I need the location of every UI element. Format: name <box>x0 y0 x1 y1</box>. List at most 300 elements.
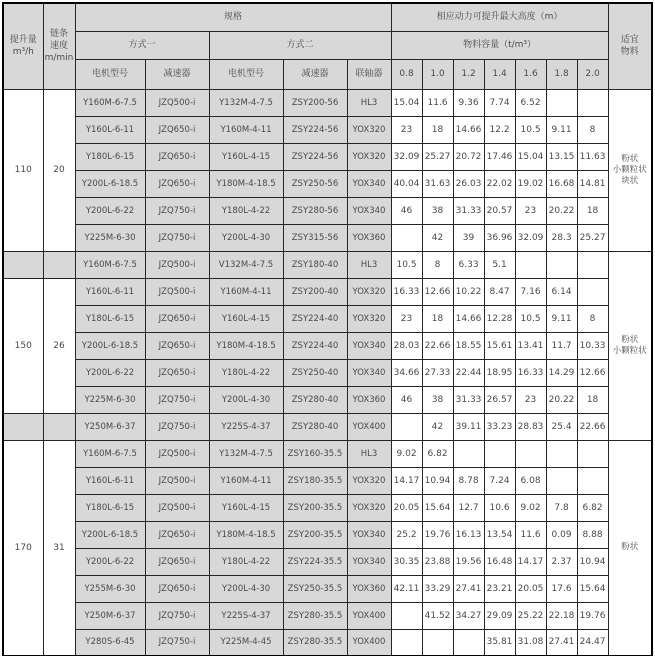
header-mode2: 方式二 <box>209 31 391 59</box>
header-capacity-value: 1.0 <box>422 59 453 89</box>
motor2-cell: V132M-4-7.5 <box>209 251 283 278</box>
coupling-cell: YOX320 <box>347 305 391 332</box>
table-row <box>3 548 652 575</box>
motor2-cell: Y160M-4-11 <box>209 278 283 305</box>
header-row-3 <box>3 59 652 89</box>
motor1-cell: Y225M-6-30 <box>75 224 145 251</box>
height-value-cell: 15.64 <box>577 575 608 602</box>
motor1-cell: Y200L-6-22 <box>75 359 145 386</box>
table-row <box>3 116 652 143</box>
header-lift-volume-line2: m³/h <box>12 47 34 58</box>
reducer1-cell: JZQ750-i <box>145 224 209 251</box>
height-value-cell: 8.88 <box>577 521 608 548</box>
height-value-cell: 12.66 <box>422 278 453 305</box>
height-value-cell: 18 <box>577 197 608 224</box>
motor1-cell: Y200L-6-18.5 <box>75 332 145 359</box>
reducer2-cell: ZSY224-40 <box>283 332 347 359</box>
table-row <box>3 413 652 440</box>
height-value-cell: 42 <box>422 413 453 440</box>
motor1-cell: Y200L-6-18.5 <box>75 170 145 197</box>
height-value-cell: 9.36 <box>453 89 484 116</box>
coupling-cell: YOX340 <box>347 197 391 224</box>
reducer2-cell: ZSY250-56 <box>283 170 347 197</box>
material-line: 粉状 <box>621 153 639 164</box>
height-value-cell: 6.14 <box>546 278 577 305</box>
height-value-cell: 6.52 <box>515 89 546 116</box>
header-material <box>608 3 652 89</box>
reducer1-cell: JZQ500-i <box>145 467 209 494</box>
coupling-cell: HL3 <box>347 440 391 467</box>
motor2-cell: Y225M-4-45 <box>209 629 283 656</box>
height-value-cell: 25.4 <box>546 413 577 440</box>
height-value-cell: 13.41 <box>515 332 546 359</box>
motor2-cell: Y200L-4-30 <box>209 386 283 413</box>
height-value-cell: 42 <box>422 224 453 251</box>
coupling-cell: YOX320 <box>347 467 391 494</box>
reducer2-cell: ZSY224-56 <box>283 116 347 143</box>
height-value-cell <box>577 467 608 494</box>
height-value-cell: 20.72 <box>453 143 484 170</box>
coupling-cell: YOX360 <box>347 224 391 251</box>
height-value-cell: 35.81 <box>484 629 515 656</box>
table-row <box>3 332 652 359</box>
height-value-cell: 27.41 <box>453 575 484 602</box>
height-value-cell: 6.33 <box>453 251 484 278</box>
motor1-cell: Y180L-6-15 <box>75 494 145 521</box>
height-value-cell: 18 <box>422 305 453 332</box>
coupling-cell: YOX340 <box>347 521 391 548</box>
height-value-cell: 5.1 <box>484 251 515 278</box>
height-value-cell <box>453 629 484 656</box>
reducer1-cell: JZQ650-i <box>145 116 209 143</box>
header-chain-speed-line1: 链条 <box>49 29 68 40</box>
height-value-cell: 6.82 <box>577 494 608 521</box>
height-value-cell <box>515 251 546 278</box>
motor2-cell: Y225S-4-37 <box>209 413 283 440</box>
height-value-cell <box>546 467 577 494</box>
height-value-cell: 23 <box>515 386 546 413</box>
reducer2-cell: ZSY180-35.5 <box>283 467 347 494</box>
reducer2-cell: ZSY250-35.5 <box>283 575 347 602</box>
height-value-cell: 24.47 <box>577 629 608 656</box>
height-value-cell: 11.63 <box>577 143 608 170</box>
height-value-cell: 11.6 <box>422 89 453 116</box>
header-capacity-value: 1.2 <box>453 59 484 89</box>
lift-volume-cell: 170 <box>3 440 43 656</box>
height-value-cell: 13.54 <box>484 521 515 548</box>
height-value-cell: 16.48 <box>484 548 515 575</box>
header-row-1 <box>3 3 652 31</box>
motor1-cell: Y160M-6-7.5 <box>75 440 145 467</box>
reducer1-cell: JZQ650-i <box>145 170 209 197</box>
height-value-cell: 12.7 <box>453 494 484 521</box>
height-value-cell <box>484 440 515 467</box>
coupling-cell: YOX400 <box>347 602 391 629</box>
table-row <box>3 494 652 521</box>
height-value-cell: 20.22 <box>546 197 577 224</box>
height-value-cell: 14.29 <box>546 359 577 386</box>
height-value-cell: 33.23 <box>484 413 515 440</box>
motor1-cell: Y200L-6-22 <box>75 197 145 224</box>
height-value-cell: 22.18 <box>546 602 577 629</box>
height-value-cell: 22.66 <box>422 332 453 359</box>
header-mode1: 方式一 <box>75 31 209 59</box>
motor2-cell: Y180L-4-22 <box>209 548 283 575</box>
height-value-cell: 28.3 <box>546 224 577 251</box>
reducer2-cell: ZSY280-40 <box>283 386 347 413</box>
height-value-cell: 25.27 <box>422 143 453 170</box>
reducer1-cell: JZQ500-i <box>145 440 209 467</box>
height-value-cell <box>391 413 422 440</box>
height-value-cell: 11.7 <box>546 332 577 359</box>
header-chain-speed-line2: 速度 <box>49 41 68 52</box>
height-value-cell: 38 <box>422 386 453 413</box>
height-value-cell: 34.66 <box>391 359 422 386</box>
height-value-cell: 28.83 <box>515 413 546 440</box>
height-value-cell: 19.76 <box>577 602 608 629</box>
height-value-cell <box>453 440 484 467</box>
height-value-cell: 16.33 <box>515 359 546 386</box>
spec-table <box>2 2 653 656</box>
height-value-cell: 14.81 <box>577 170 608 197</box>
table-row <box>3 359 652 386</box>
height-value-cell: 32.09 <box>391 143 422 170</box>
height-value-cell: 31.08 <box>515 629 546 656</box>
material-cell <box>608 89 652 251</box>
reducer2-cell: ZSY280-35.5 <box>283 629 347 656</box>
reducer1-cell: JZQ650-i <box>145 359 209 386</box>
height-value-cell: 14.66 <box>453 305 484 332</box>
height-value-cell: 10.6 <box>484 494 515 521</box>
height-value-cell: 25.22 <box>515 602 546 629</box>
height-value-cell: 17.46 <box>484 143 515 170</box>
height-value-cell: 12.66 <box>577 359 608 386</box>
motor1-cell: Y200L-6-22 <box>75 548 145 575</box>
motor1-cell: Y180L-6-15 <box>75 143 145 170</box>
height-value-cell <box>391 629 422 656</box>
material-line: 小颗粒状 <box>612 164 647 175</box>
table-row <box>3 251 652 278</box>
reducer2-cell: ZSY180-40 <box>283 251 347 278</box>
motor1-cell: Y280S-6-45 <box>75 629 145 656</box>
motor2-cell: Y200L-4-30 <box>209 224 283 251</box>
motor1-cell: Y180L-6-15 <box>75 305 145 332</box>
motor2-cell: Y180M-4-18.5 <box>209 521 283 548</box>
reducer1-cell: JZQ650-i <box>145 332 209 359</box>
reducer2-cell: ZSY160-35.5 <box>283 440 347 467</box>
motor2-cell: Y200L-4-30 <box>209 575 283 602</box>
height-value-cell: 8.47 <box>484 278 515 305</box>
height-value-cell: 17.6 <box>546 575 577 602</box>
coupling-cell: YOX320 <box>347 494 391 521</box>
height-value-cell: 9.11 <box>546 116 577 143</box>
height-value-cell: 31.33 <box>453 197 484 224</box>
motor2-cell: Y160M-4-11 <box>209 467 283 494</box>
height-value-cell <box>546 89 577 116</box>
height-value-cell: 14.66 <box>453 116 484 143</box>
height-value-cell: 23 <box>391 305 422 332</box>
chain-speed-cell: 26 <box>43 278 75 413</box>
header-chain-speed-line3: m/min <box>44 53 74 64</box>
coupling-cell: YOX320 <box>347 278 391 305</box>
height-value-cell: 20.22 <box>546 386 577 413</box>
reducer1-cell: JZQ650-i <box>145 305 209 332</box>
height-value-cell: 0.09 <box>546 521 577 548</box>
height-value-cell: 28.03 <box>391 332 422 359</box>
reducer2-cell: ZSY200-35.5 <box>283 494 347 521</box>
reducer2-cell: ZSY315-56 <box>283 224 347 251</box>
height-value-cell: 41.52 <box>422 602 453 629</box>
height-value-cell: 10.22 <box>453 278 484 305</box>
header-lift-volume-line1: 提升量 <box>9 35 37 46</box>
empty-left-cell <box>3 251 43 278</box>
motor2-cell: Y160L-4-15 <box>209 305 283 332</box>
reducer1-cell: JZQ650-i <box>145 548 209 575</box>
reducer1-cell: JZQ650-i <box>145 575 209 602</box>
lift-volume-cell: 150 <box>3 278 43 413</box>
height-value-cell <box>391 224 422 251</box>
reducer1-cell: JZQ500-i <box>145 89 209 116</box>
table-row <box>3 143 652 170</box>
reducer2-cell: ZSY224-35.5 <box>283 548 347 575</box>
height-value-cell <box>546 440 577 467</box>
empty-left-cell <box>43 413 75 440</box>
table-row <box>3 89 652 116</box>
height-value-cell: 25.2 <box>391 521 422 548</box>
height-value-cell: 10.33 <box>577 332 608 359</box>
height-value-cell: 2.37 <box>546 548 577 575</box>
material-line: 粉状 <box>621 542 639 553</box>
header-motor2: 电机型号 <box>209 59 283 89</box>
motor1-cell: Y250M-6-37 <box>75 602 145 629</box>
reducer1-cell: JZQ500-i <box>145 278 209 305</box>
height-value-cell: 39 <box>453 224 484 251</box>
height-value-cell <box>391 602 422 629</box>
height-value-cell: 16.68 <box>546 170 577 197</box>
height-value-cell: 9.02 <box>391 440 422 467</box>
coupling-cell: YOX360 <box>347 386 391 413</box>
table-row <box>3 467 652 494</box>
height-value-cell: 32.09 <box>515 224 546 251</box>
height-value-cell: 29.09 <box>484 602 515 629</box>
height-value-cell: 20.05 <box>391 494 422 521</box>
empty-left-cell <box>43 251 75 278</box>
table-row <box>3 629 652 656</box>
motor1-cell: Y160L-6-11 <box>75 116 145 143</box>
height-value-cell <box>422 629 453 656</box>
height-value-cell: 15.04 <box>391 89 422 116</box>
reducer2-cell: ZSY200-56 <box>283 89 347 116</box>
reducer1-cell: JZQ500-i <box>145 251 209 278</box>
height-value-cell: 22.44 <box>453 359 484 386</box>
height-value-cell: 19.02 <box>515 170 546 197</box>
height-value-cell: 26.57 <box>484 386 515 413</box>
height-value-cell: 26.03 <box>453 170 484 197</box>
motor1-cell: Y160L-6-11 <box>75 467 145 494</box>
reducer2-cell: ZSY224-40 <box>283 305 347 332</box>
height-value-cell: 6.82 <box>422 440 453 467</box>
motor1-cell: Y160M-6-7.5 <box>75 251 145 278</box>
reducer1-cell: JZQ750-i <box>145 197 209 224</box>
header-lift-volume <box>3 3 43 89</box>
height-value-cell: 42.11 <box>391 575 422 602</box>
height-value-cell: 22.66 <box>577 413 608 440</box>
chain-speed-cell: 31 <box>43 440 75 656</box>
motor1-cell: Y255M-6-30 <box>75 575 145 602</box>
motor2-cell: Y180L-4-22 <box>209 359 283 386</box>
motor1-cell: Y200L-6-18.5 <box>75 521 145 548</box>
height-value-cell: 7.74 <box>484 89 515 116</box>
header-chain-speed <box>43 3 75 89</box>
height-value-cell: 38 <box>422 197 453 224</box>
header-motor1: 电机型号 <box>75 59 145 89</box>
motor2-cell: Y180M-4-18.5 <box>209 332 283 359</box>
height-value-cell <box>577 440 608 467</box>
motor2-cell: Y160M-4-11 <box>209 116 283 143</box>
header-material-line1: 适宜 <box>620 35 639 46</box>
height-value-cell: 40.04 <box>391 170 422 197</box>
coupling-cell: HL3 <box>347 89 391 116</box>
table-row <box>3 197 652 224</box>
height-value-cell: 16.33 <box>391 278 422 305</box>
motor2-cell: Y160L-4-15 <box>209 143 283 170</box>
height-value-cell: 10.5 <box>391 251 422 278</box>
height-value-cell <box>577 251 608 278</box>
height-value-cell: 23.88 <box>422 548 453 575</box>
header-capacity-value: 0.8 <box>391 59 422 89</box>
motor1-cell: Y160L-6-11 <box>75 278 145 305</box>
header-spec: 规格 <box>75 3 391 31</box>
motor2-cell: Y132M-4-7.5 <box>209 440 283 467</box>
material-line: 块状 <box>621 175 639 186</box>
reducer2-cell: ZSY280-56 <box>283 197 347 224</box>
coupling-cell: HL3 <box>347 251 391 278</box>
reducer2-cell: ZSY280-40 <box>283 413 347 440</box>
height-value-cell: 14.17 <box>391 467 422 494</box>
height-value-cell: 7.8 <box>546 494 577 521</box>
height-value-cell: 31.63 <box>422 170 453 197</box>
height-value-cell: 22.02 <box>484 170 515 197</box>
height-value-cell: 31.33 <box>453 386 484 413</box>
table-row <box>3 278 652 305</box>
height-value-cell: 6.08 <box>515 467 546 494</box>
height-value-cell <box>546 251 577 278</box>
height-value-cell: 39.11 <box>453 413 484 440</box>
height-value-cell: 10.94 <box>577 548 608 575</box>
height-value-cell: 46 <box>391 197 422 224</box>
coupling-cell: YOX340 <box>347 548 391 575</box>
reducer1-cell: JZQ500-i <box>145 494 209 521</box>
reducer1-cell: JZQ750-i <box>145 413 209 440</box>
height-value-cell: 33.29 <box>422 575 453 602</box>
height-value-cell: 15.64 <box>422 494 453 521</box>
motor1-cell: Y160M-6-7.5 <box>75 89 145 116</box>
motor2-cell: Y160L-4-15 <box>209 494 283 521</box>
coupling-cell: YOX320 <box>347 116 391 143</box>
material-line: 小颗粒状 <box>612 345 647 356</box>
table-row <box>3 224 652 251</box>
height-value-cell: 10.5 <box>515 116 546 143</box>
reducer2-cell: ZSY200-35.5 <box>283 521 347 548</box>
motor1-cell: Y225M-6-30 <box>75 386 145 413</box>
header-max-height: 相应动力可提升最大高度（m） <box>391 3 608 31</box>
header-material-line2: 物料 <box>620 47 639 58</box>
height-value-cell: 19.56 <box>453 548 484 575</box>
height-value-cell: 18.55 <box>453 332 484 359</box>
height-value-cell: 27.33 <box>422 359 453 386</box>
height-value-cell <box>515 440 546 467</box>
material-cell <box>608 251 652 440</box>
table-row <box>3 521 652 548</box>
coupling-cell: YOX360 <box>347 575 391 602</box>
height-value-cell: 34.27 <box>453 602 484 629</box>
height-value-cell: 10.5 <box>515 305 546 332</box>
material-cell <box>608 440 652 656</box>
height-value-cell: 46 <box>391 386 422 413</box>
height-value-cell: 10.94 <box>422 467 453 494</box>
height-value-cell: 15.04 <box>515 143 546 170</box>
height-value-cell: 7.24 <box>484 467 515 494</box>
table-row <box>3 575 652 602</box>
height-value-cell: 11.6 <box>515 521 546 548</box>
height-value-cell <box>577 89 608 116</box>
height-value-cell: 20.05 <box>515 575 546 602</box>
height-value-cell: 12.2 <box>484 116 515 143</box>
motor2-cell: Y180M-4-18.5 <box>209 170 283 197</box>
height-value-cell: 13.15 <box>546 143 577 170</box>
header-reducer2: 减速器 <box>283 59 347 89</box>
header-capacity: 物料容量（t/m³） <box>391 31 608 59</box>
height-value-cell: 8 <box>577 116 608 143</box>
height-value-cell: 25.27 <box>577 224 608 251</box>
reducer1-cell: JZQ650-i <box>145 521 209 548</box>
header-row-2 <box>3 31 652 59</box>
reducer2-cell: ZSY280-35.5 <box>283 602 347 629</box>
height-value-cell: 19.76 <box>422 521 453 548</box>
coupling-cell: YOX320 <box>347 143 391 170</box>
coupling-cell: YOX340 <box>347 359 391 386</box>
height-value-cell: 30.35 <box>391 548 422 575</box>
height-value-cell: 16.13 <box>453 521 484 548</box>
height-value-cell: 8 <box>577 305 608 332</box>
height-value-cell: 8.78 <box>453 467 484 494</box>
height-value-cell: 36.96 <box>484 224 515 251</box>
table-row <box>3 386 652 413</box>
coupling-cell: YOX340 <box>347 332 391 359</box>
material-line: 粉状 <box>621 334 639 345</box>
reducer2-cell: ZSY200-40 <box>283 278 347 305</box>
header-coupling: 联轴器 <box>347 59 391 89</box>
motor2-cell: Y132M-4-7.5 <box>209 89 283 116</box>
header-capacity-value: 2.0 <box>577 59 608 89</box>
header-capacity-value: 1.6 <box>515 59 546 89</box>
height-value-cell: 27.41 <box>546 629 577 656</box>
height-value-cell: 15.61 <box>484 332 515 359</box>
header-capacity-value: 1.8 <box>546 59 577 89</box>
height-value-cell: 18 <box>422 116 453 143</box>
height-value-cell: 23 <box>515 197 546 224</box>
table-row <box>3 440 652 467</box>
height-value-cell: 9.02 <box>515 494 546 521</box>
table-row <box>3 602 652 629</box>
table-row <box>3 305 652 332</box>
height-value-cell: 23.21 <box>484 575 515 602</box>
coupling-cell: YOX400 <box>347 413 391 440</box>
height-value-cell: 18 <box>577 386 608 413</box>
header-reducer1: 减速器 <box>145 59 209 89</box>
motor2-cell: Y225S-4-37 <box>209 602 283 629</box>
chain-speed-cell: 20 <box>43 89 75 251</box>
